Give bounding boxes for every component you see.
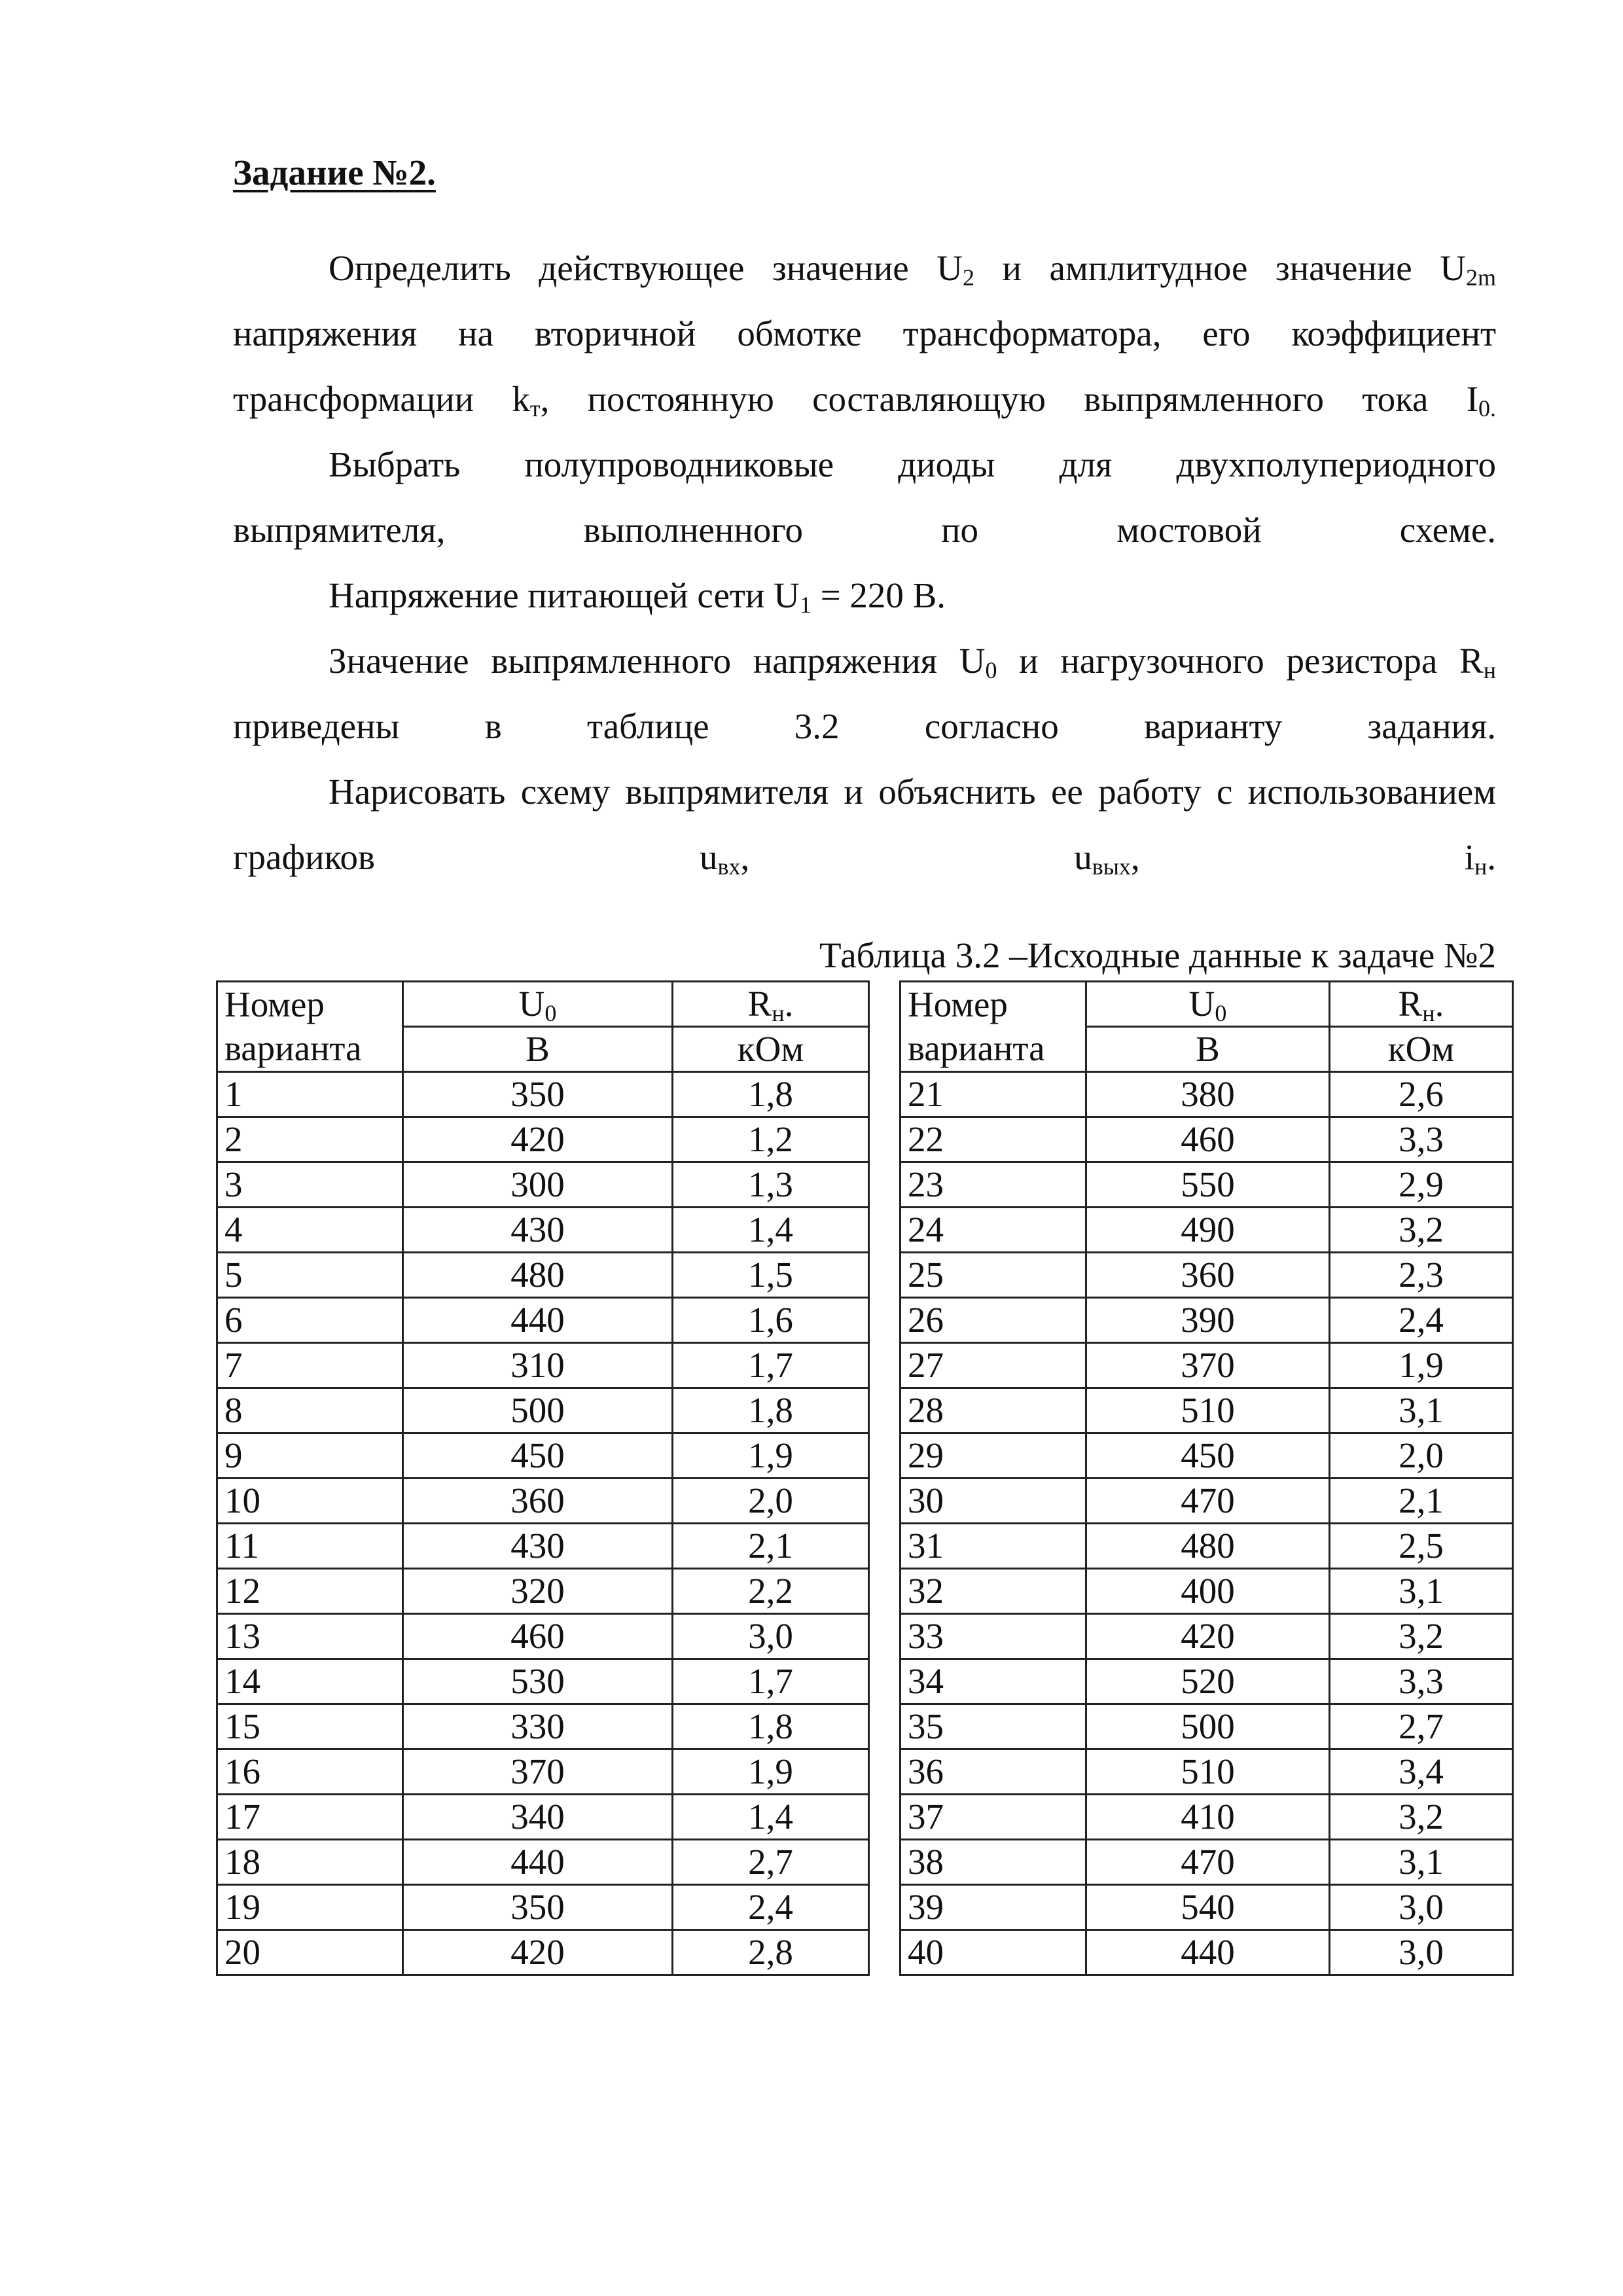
resistance-cell: 3,1 bbox=[1330, 1569, 1513, 1614]
table-row bbox=[217, 1885, 1513, 1930]
header-unit: В bbox=[1086, 1027, 1330, 1072]
variant-number-cell: 30 bbox=[901, 1479, 1086, 1524]
resistance-cell: 1,8 bbox=[673, 1704, 869, 1749]
header-subscript: 0 bbox=[544, 1000, 557, 1026]
table-gap bbox=[869, 1298, 901, 1343]
header-symbol: R bbox=[1398, 984, 1423, 1024]
resistance-cell: 2,4 bbox=[1330, 1298, 1513, 1343]
resistance-cell: 1,5 bbox=[673, 1253, 869, 1298]
header-unit: В bbox=[403, 1027, 673, 1072]
text-run: = 220 В. bbox=[811, 575, 946, 615]
table-gap bbox=[869, 1840, 901, 1885]
table-gap bbox=[869, 1162, 901, 1208]
voltage-cell: 500 bbox=[403, 1388, 673, 1433]
text-run: приведены в таблице 3.2 согласно варианту задания. bbox=[233, 706, 1496, 746]
variant-number-cell: 36 bbox=[901, 1749, 1086, 1795]
subscript-text: 2 bbox=[962, 264, 974, 291]
voltage-cell: 550 bbox=[1086, 1162, 1330, 1208]
table-row bbox=[217, 1208, 1513, 1253]
voltage-cell: 420 bbox=[403, 1117, 673, 1162]
header-cell: варианта bbox=[217, 1027, 403, 1072]
text-run: Напряжение питающей сети U bbox=[329, 575, 800, 615]
table-gap bbox=[869, 1749, 901, 1795]
voltage-cell: 420 bbox=[403, 1930, 673, 1975]
voltage-cell: 440 bbox=[403, 1298, 673, 1343]
resistance-cell: 3,4 bbox=[1330, 1749, 1513, 1795]
variants-table bbox=[216, 980, 1514, 1976]
variant-number-cell: 26 bbox=[901, 1298, 1086, 1343]
voltage-cell: 370 bbox=[1086, 1343, 1330, 1388]
subscript-text: вх bbox=[717, 853, 741, 880]
text-run: Значение выпрямленного напряжения U bbox=[329, 641, 986, 681]
voltage-cell: 340 bbox=[403, 1795, 673, 1840]
header-cell: Номер bbox=[901, 982, 1086, 1027]
voltage-cell: 490 bbox=[1086, 1208, 1330, 1253]
table-row bbox=[217, 1072, 1513, 1117]
resistance-cell: 1,2 bbox=[673, 1117, 869, 1162]
variant-number-cell: 8 bbox=[217, 1388, 403, 1433]
text-run: . bbox=[1487, 837, 1497, 877]
variant-number-cell: 6 bbox=[217, 1298, 403, 1343]
header-cell: Номер bbox=[217, 982, 403, 1027]
table-caption: Таблица 3.2 –Исходные данные к задаче №2 bbox=[819, 935, 1496, 975]
voltage-cell: 470 bbox=[1086, 1840, 1330, 1885]
resistance-cell: 2,2 bbox=[673, 1569, 869, 1614]
variant-number-cell: 34 bbox=[901, 1659, 1086, 1704]
variant-number-cell: 40 bbox=[901, 1930, 1086, 1975]
header-symbol-dot: . bbox=[784, 984, 794, 1024]
resistance-cell: 2,7 bbox=[1330, 1704, 1513, 1749]
variant-number-cell: 37 bbox=[901, 1795, 1086, 1840]
header-unit: кОм bbox=[673, 1027, 869, 1072]
resistance-cell: 1,9 bbox=[673, 1433, 869, 1479]
voltage-cell: 510 bbox=[1086, 1388, 1330, 1433]
table-row bbox=[217, 1659, 1513, 1704]
voltage-cell: 480 bbox=[403, 1253, 673, 1298]
variant-number-cell: 7 bbox=[217, 1343, 403, 1388]
voltage-cell: 360 bbox=[403, 1479, 673, 1524]
resistance-cell: 2,1 bbox=[673, 1524, 869, 1569]
voltage-cell: 430 bbox=[403, 1208, 673, 1253]
header-cell bbox=[673, 982, 869, 1027]
paragraph-3 bbox=[233, 563, 1496, 628]
resistance-cell: 1,4 bbox=[673, 1795, 869, 1840]
table-row bbox=[217, 1930, 1513, 1975]
header-row bbox=[217, 982, 1513, 1027]
text-run: и нагрузочного резистора R bbox=[997, 641, 1484, 681]
voltage-cell: 430 bbox=[403, 1524, 673, 1569]
resistance-cell: 2,3 bbox=[1330, 1253, 1513, 1298]
voltage-cell: 510 bbox=[1086, 1749, 1330, 1795]
variant-number-cell: 31 bbox=[901, 1524, 1086, 1569]
variant-number-cell: 21 bbox=[901, 1072, 1086, 1117]
voltage-cell: 360 bbox=[1086, 1253, 1330, 1298]
variant-number-cell: 4 bbox=[217, 1208, 403, 1253]
voltage-cell: 530 bbox=[403, 1659, 673, 1704]
paragraph-5 bbox=[233, 759, 1496, 890]
table-gap bbox=[869, 1343, 901, 1388]
voltage-cell: 440 bbox=[403, 1840, 673, 1885]
table-gap bbox=[869, 982, 901, 1027]
subscript-text: 0. bbox=[1478, 395, 1496, 422]
variant-number-cell: 27 bbox=[901, 1343, 1086, 1388]
paragraph-4 bbox=[233, 628, 1496, 759]
table-gap bbox=[869, 1704, 901, 1749]
resistance-cell: 2,7 bbox=[673, 1840, 869, 1885]
table-row bbox=[217, 1479, 1513, 1524]
text-run: Определить действующее значение U bbox=[329, 248, 963, 288]
table-gap bbox=[869, 1479, 901, 1524]
header-subscript: 0 bbox=[1215, 1000, 1227, 1026]
variant-number-cell: 39 bbox=[901, 1885, 1086, 1930]
resistance-cell: 3,0 bbox=[1330, 1930, 1513, 1975]
table-gap bbox=[869, 1388, 901, 1433]
variant-number-cell: 13 bbox=[217, 1614, 403, 1659]
task-title: Задание №2. bbox=[233, 152, 436, 192]
header-cell bbox=[1086, 982, 1330, 1027]
table-gap bbox=[869, 1253, 901, 1298]
variant-number-cell: 19 bbox=[217, 1885, 403, 1930]
header-row bbox=[217, 1027, 1513, 1072]
table-gap bbox=[869, 1524, 901, 1569]
header-subscript: н bbox=[1422, 1000, 1435, 1026]
header-cell bbox=[403, 982, 673, 1027]
table-gap bbox=[869, 1569, 901, 1614]
resistance-cell: 3,2 bbox=[1330, 1795, 1513, 1840]
header-cell: варианта bbox=[901, 1027, 1086, 1072]
text-run: , i bbox=[1130, 837, 1474, 877]
table-row bbox=[217, 1795, 1513, 1840]
table-gap bbox=[869, 1027, 901, 1072]
voltage-cell: 320 bbox=[403, 1569, 673, 1614]
header-subscript: н bbox=[772, 1000, 785, 1026]
text-run: , постоянную составляющую выпрямленного тока I bbox=[540, 379, 1478, 419]
resistance-cell: 1,8 bbox=[673, 1388, 869, 1433]
resistance-cell: 2,5 bbox=[1330, 1524, 1513, 1569]
table-row bbox=[217, 1840, 1513, 1885]
resistance-cell: 1,9 bbox=[673, 1749, 869, 1795]
variant-number-cell: 23 bbox=[901, 1162, 1086, 1208]
variant-number-cell: 1 bbox=[217, 1072, 403, 1117]
voltage-cell: 440 bbox=[1086, 1930, 1330, 1975]
variant-number-cell: 28 bbox=[901, 1388, 1086, 1433]
voltage-cell: 520 bbox=[1086, 1659, 1330, 1704]
variant-number-cell: 32 bbox=[901, 1569, 1086, 1614]
variant-number-cell: 33 bbox=[901, 1614, 1086, 1659]
resistance-cell: 3,2 bbox=[1330, 1614, 1513, 1659]
table-row bbox=[217, 1614, 1513, 1659]
table-gap bbox=[869, 1117, 901, 1162]
table-gap bbox=[869, 1659, 901, 1704]
text-run: и амплитудное значение U bbox=[974, 248, 1466, 288]
variant-number-cell: 2 bbox=[217, 1117, 403, 1162]
voltage-cell: 540 bbox=[1086, 1885, 1330, 1930]
voltage-cell: 470 bbox=[1086, 1479, 1330, 1524]
variant-number-cell: 38 bbox=[901, 1840, 1086, 1885]
resistance-cell: 1,4 bbox=[673, 1208, 869, 1253]
voltage-cell: 450 bbox=[1086, 1433, 1330, 1479]
header-symbol: U bbox=[518, 984, 545, 1024]
paragraph-2 bbox=[233, 432, 1496, 563]
table-gap bbox=[869, 1885, 901, 1930]
voltage-cell: 350 bbox=[403, 1885, 673, 1930]
subscript-text: 0 bbox=[985, 657, 997, 683]
subscript-text: 2m bbox=[1465, 264, 1496, 291]
subscript-text: н bbox=[1474, 853, 1488, 880]
variant-number-cell: 16 bbox=[217, 1749, 403, 1795]
header-symbol: U bbox=[1188, 984, 1215, 1024]
table-row bbox=[217, 1749, 1513, 1795]
table-gap bbox=[869, 1072, 901, 1117]
resistance-cell: 2,4 bbox=[673, 1885, 869, 1930]
resistance-cell: 1,6 bbox=[673, 1298, 869, 1343]
resistance-cell: 2,0 bbox=[1330, 1433, 1513, 1479]
subscript-text: т bbox=[529, 395, 541, 422]
variant-number-cell: 14 bbox=[217, 1659, 403, 1704]
voltage-cell: 410 bbox=[1086, 1795, 1330, 1840]
text-run: Выбрать полупроводниковые диоды для двухполупериодного выпрямителя, выполненного по мостовой схеме. bbox=[233, 444, 1496, 550]
variant-number-cell: 35 bbox=[901, 1704, 1086, 1749]
task-text bbox=[233, 236, 1496, 890]
resistance-cell: 3,0 bbox=[1330, 1885, 1513, 1930]
voltage-cell: 390 bbox=[1086, 1298, 1330, 1343]
resistance-cell: 2,6 bbox=[1330, 1072, 1513, 1117]
variant-number-cell: 10 bbox=[217, 1479, 403, 1524]
resistance-cell: 3,0 bbox=[673, 1614, 869, 1659]
text-run: , u bbox=[740, 837, 1092, 877]
table-row bbox=[217, 1433, 1513, 1479]
resistance-cell: 1,7 bbox=[673, 1343, 869, 1388]
voltage-cell: 330 bbox=[403, 1704, 673, 1749]
table-gap bbox=[869, 1433, 901, 1479]
voltage-cell: 500 bbox=[1086, 1704, 1330, 1749]
table-row bbox=[217, 1343, 1513, 1388]
table-gap bbox=[869, 1795, 901, 1840]
voltage-cell: 460 bbox=[1086, 1117, 1330, 1162]
table-row bbox=[217, 1704, 1513, 1749]
resistance-cell: 3,1 bbox=[1330, 1840, 1513, 1885]
variant-number-cell: 17 bbox=[217, 1795, 403, 1840]
subscript-text: 1 bbox=[799, 592, 812, 618]
subscript-text: вых bbox=[1092, 853, 1131, 880]
table-row bbox=[217, 1388, 1513, 1433]
variant-number-cell: 25 bbox=[901, 1253, 1086, 1298]
resistance-cell: 2,9 bbox=[1330, 1162, 1513, 1208]
header-unit: кОм bbox=[1330, 1027, 1513, 1072]
variant-number-cell: 3 bbox=[217, 1162, 403, 1208]
resistance-cell: 1,9 bbox=[1330, 1343, 1513, 1388]
table-row bbox=[217, 1117, 1513, 1162]
voltage-cell: 380 bbox=[1086, 1072, 1330, 1117]
resistance-cell: 3,2 bbox=[1330, 1208, 1513, 1253]
header-symbol-dot: . bbox=[1435, 984, 1444, 1024]
header-cell bbox=[1330, 982, 1513, 1027]
subscript-text: н bbox=[1483, 657, 1497, 683]
text-run: напряжения на вторичной обмотке трансформатора, его коэффициент трансформации k bbox=[233, 314, 1496, 419]
variant-number-cell: 18 bbox=[217, 1840, 403, 1885]
voltage-cell: 300 bbox=[403, 1162, 673, 1208]
text-run: Нарисовать схему выпрямителя и объяснить ее работу с использованием графиков u bbox=[233, 772, 1496, 877]
voltage-cell: 350 bbox=[403, 1072, 673, 1117]
table-gap bbox=[869, 1208, 901, 1253]
resistance-cell: 3,1 bbox=[1330, 1388, 1513, 1433]
resistance-cell: 3,3 bbox=[1330, 1659, 1513, 1704]
header-symbol: R bbox=[747, 984, 772, 1024]
voltage-cell: 450 bbox=[403, 1433, 673, 1479]
table-row bbox=[217, 1162, 1513, 1208]
table-gap bbox=[869, 1930, 901, 1975]
variant-number-cell: 12 bbox=[217, 1569, 403, 1614]
table-row bbox=[217, 1569, 1513, 1614]
resistance-cell: 2,1 bbox=[1330, 1479, 1513, 1524]
voltage-cell: 480 bbox=[1086, 1524, 1330, 1569]
variant-number-cell: 22 bbox=[901, 1117, 1086, 1162]
resistance-cell: 1,3 bbox=[673, 1162, 869, 1208]
voltage-cell: 400 bbox=[1086, 1569, 1330, 1614]
table-row bbox=[217, 1524, 1513, 1569]
resistance-cell: 3,3 bbox=[1330, 1117, 1513, 1162]
table-gap bbox=[869, 1614, 901, 1659]
variant-number-cell: 11 bbox=[217, 1524, 403, 1569]
paragraph-1 bbox=[233, 236, 1496, 432]
variant-number-cell: 15 bbox=[217, 1704, 403, 1749]
variant-number-cell: 5 bbox=[217, 1253, 403, 1298]
table-row bbox=[217, 1253, 1513, 1298]
variant-number-cell: 29 bbox=[901, 1433, 1086, 1479]
resistance-cell: 2,8 bbox=[673, 1930, 869, 1975]
voltage-cell: 420 bbox=[1086, 1614, 1330, 1659]
voltage-cell: 370 bbox=[403, 1749, 673, 1795]
variant-number-cell: 9 bbox=[217, 1433, 403, 1479]
resistance-cell: 2,0 bbox=[673, 1479, 869, 1524]
resistance-cell: 1,8 bbox=[673, 1072, 869, 1117]
resistance-cell: 1,7 bbox=[673, 1659, 869, 1704]
variant-number-cell: 20 bbox=[217, 1930, 403, 1975]
table-row bbox=[217, 1298, 1513, 1343]
voltage-cell: 460 bbox=[403, 1614, 673, 1659]
voltage-cell: 310 bbox=[403, 1343, 673, 1388]
variant-number-cell: 24 bbox=[901, 1208, 1086, 1253]
